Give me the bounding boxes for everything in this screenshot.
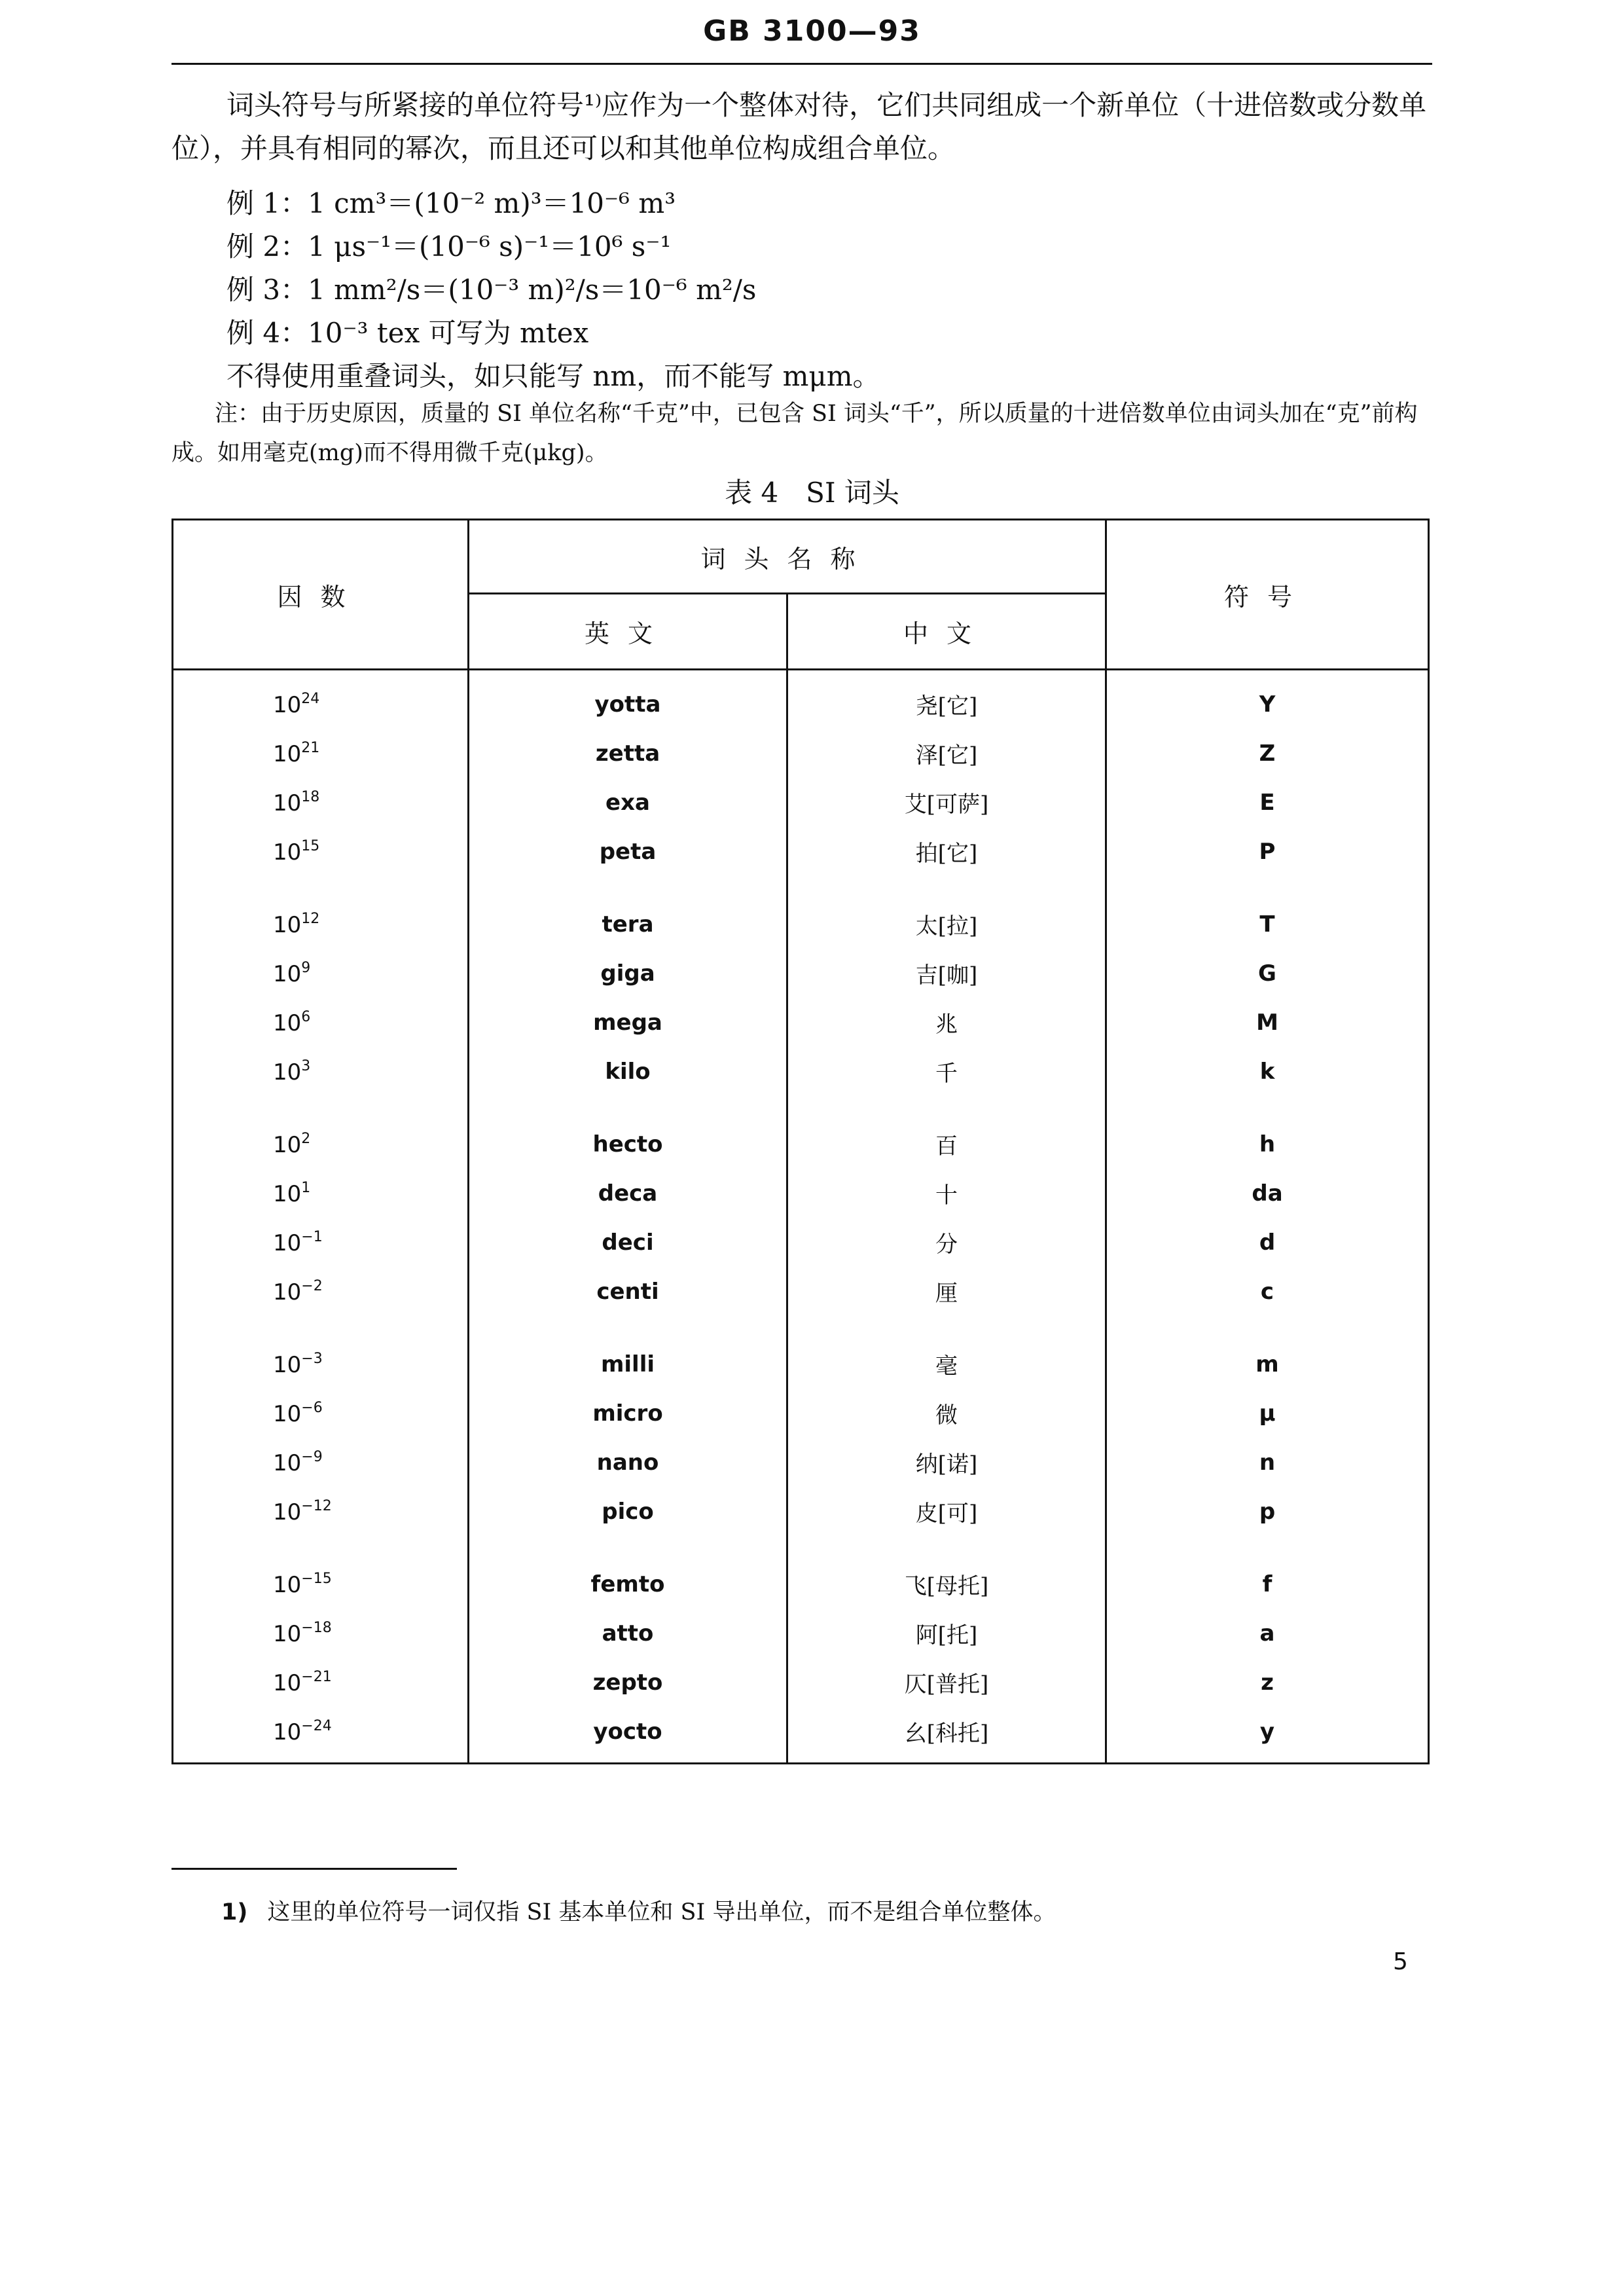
factor-cell: $10^{-6}$ bbox=[173, 1389, 469, 1438]
factor-cell: $10^6$ bbox=[173, 998, 469, 1047]
header-factor: 因数 bbox=[173, 520, 469, 670]
factor-cell: $10^{-24}$ bbox=[173, 1707, 469, 1764]
symbol-cell: da bbox=[1106, 1169, 1429, 1218]
factor-exponent: 15 bbox=[301, 837, 320, 854]
factor-cell: $10^{12}$ bbox=[173, 876, 469, 949]
symbol-cell: h bbox=[1106, 1096, 1429, 1169]
factor-exponent: 18 bbox=[301, 788, 320, 805]
table-row bbox=[173, 1096, 1429, 1169]
factor-exponent: 2 bbox=[301, 1130, 311, 1147]
factor-exponent: −2 bbox=[301, 1277, 323, 1294]
table-row bbox=[173, 949, 1429, 998]
intro-paragraph: 词头符号与所紧接的单位符号¹⁾应作为一个整体对待，它们共同组成一个新单位（十进倍数或分数单位），并具有相同的幂次，而且还可以和其他单位构成组合单位。 bbox=[171, 89, 1427, 164]
symbol-cell: d bbox=[1106, 1218, 1429, 1267]
english-name-cell: nano bbox=[469, 1438, 787, 1487]
header-english: 英文 bbox=[469, 594, 787, 670]
english-name-cell: mega bbox=[469, 998, 787, 1047]
example-4: 例 4：10⁻³ tex 可写为 mtex bbox=[226, 317, 589, 349]
symbol-cell: n bbox=[1106, 1438, 1429, 1487]
factor-cell: $10^{-9}$ bbox=[173, 1438, 469, 1487]
symbol-cell: y bbox=[1106, 1707, 1429, 1764]
factor-cell: $10^1$ bbox=[173, 1169, 469, 1218]
english-name-cell: giga bbox=[469, 949, 787, 998]
chinese-name-cell: 尧[它] bbox=[787, 670, 1106, 729]
english-name-cell: centi bbox=[469, 1267, 787, 1316]
symbol-cell: c bbox=[1106, 1267, 1429, 1316]
prefix-rule: 不得使用重叠词头，如只能写 nm，而不能写 mμm。 bbox=[226, 360, 880, 392]
english-name-cell: exa bbox=[469, 778, 787, 827]
factor-exponent: −24 bbox=[301, 1717, 332, 1734]
si-table-body bbox=[173, 670, 1429, 1764]
factor-cell: $10^{-1}$ bbox=[173, 1218, 469, 1267]
english-name-cell: micro bbox=[469, 1389, 787, 1438]
factor-cell: $10^{21}$ bbox=[173, 729, 469, 778]
factor-exponent: 9 bbox=[301, 959, 311, 976]
factor-exponent: −1 bbox=[301, 1228, 323, 1245]
table-row bbox=[173, 1389, 1429, 1438]
footnote-text: 这里的单位符号一词仅指 SI 基本单位和 SI 导出单位，而不是组合单位整体。 bbox=[267, 1899, 1056, 1925]
english-name-cell: deca bbox=[469, 1169, 787, 1218]
table-caption: 表 4 SI 词头 bbox=[725, 477, 899, 509]
page-number: 5 bbox=[1393, 1948, 1408, 1975]
factor-cell: $10^{-15}$ bbox=[173, 1536, 469, 1609]
table-row bbox=[173, 998, 1429, 1047]
symbol-cell: μ bbox=[1106, 1389, 1429, 1438]
symbol-cell: a bbox=[1106, 1609, 1429, 1658]
factor-exponent: −6 bbox=[301, 1399, 323, 1416]
factor-exponent: 21 bbox=[301, 739, 320, 756]
factor-cell: $10^{24}$ bbox=[173, 670, 469, 729]
factor-cell: $10^{18}$ bbox=[173, 778, 469, 827]
factor-exponent: −9 bbox=[301, 1448, 323, 1465]
header-chinese: 中文 bbox=[787, 594, 1106, 670]
factor-exponent: −3 bbox=[301, 1350, 323, 1367]
factor-cell: $10^{15}$ bbox=[173, 827, 469, 876]
chinese-name-cell: 阿[托] bbox=[787, 1609, 1106, 1658]
chinese-name-cell: 皮[可] bbox=[787, 1487, 1106, 1536]
chinese-name-cell: 十 bbox=[787, 1169, 1106, 1218]
english-name-cell: hecto bbox=[469, 1096, 787, 1169]
chinese-name-cell: 艾[可萨] bbox=[787, 778, 1106, 827]
factor-cell: $10^{-2}$ bbox=[173, 1267, 469, 1316]
table-row bbox=[173, 1169, 1429, 1218]
english-name-cell: atto bbox=[469, 1609, 787, 1658]
factor-exponent: −15 bbox=[301, 1570, 332, 1587]
chinese-name-cell: 分 bbox=[787, 1218, 1106, 1267]
table-row bbox=[173, 1316, 1429, 1389]
chinese-name-cell: 兆 bbox=[787, 998, 1106, 1047]
chinese-name-cell: 飞[母托] bbox=[787, 1536, 1106, 1609]
factor-cell: $10^9$ bbox=[173, 949, 469, 998]
header-divider bbox=[171, 63, 1432, 65]
chinese-name-cell: 微 bbox=[787, 1389, 1106, 1438]
english-name-cell: yotta bbox=[469, 670, 787, 729]
table-row bbox=[173, 1658, 1429, 1707]
header-symbol: 符号 bbox=[1106, 520, 1429, 670]
si-prefix-table bbox=[171, 519, 1430, 1764]
footnote-divider bbox=[171, 1868, 457, 1870]
table-row bbox=[173, 1047, 1429, 1096]
chinese-name-cell: 毫 bbox=[787, 1316, 1106, 1389]
factor-cell: $10^{-3}$ bbox=[173, 1316, 469, 1389]
english-name-cell: tera bbox=[469, 876, 787, 949]
symbol-cell: M bbox=[1106, 998, 1429, 1047]
factor-exponent: 1 bbox=[301, 1179, 311, 1196]
table-row bbox=[173, 1536, 1429, 1609]
symbol-cell: p bbox=[1106, 1487, 1429, 1536]
chinese-name-cell: 仄[普托] bbox=[787, 1658, 1106, 1707]
factor-exponent: −18 bbox=[301, 1619, 332, 1636]
factor-exponent: 24 bbox=[301, 690, 320, 707]
symbol-cell: P bbox=[1106, 827, 1429, 876]
english-name-cell: pico bbox=[469, 1487, 787, 1536]
symbol-cell: E bbox=[1106, 778, 1429, 827]
factor-cell: $10^{-18}$ bbox=[173, 1609, 469, 1658]
symbol-cell: k bbox=[1106, 1047, 1429, 1096]
factor-exponent: −12 bbox=[301, 1497, 332, 1514]
table-row bbox=[173, 1707, 1429, 1764]
symbol-cell: G bbox=[1106, 949, 1429, 998]
chinese-name-cell: 泽[它] bbox=[787, 729, 1106, 778]
table-row bbox=[173, 778, 1429, 827]
english-name-cell: femto bbox=[469, 1536, 787, 1609]
table-row bbox=[173, 1487, 1429, 1536]
note-paragraph: 注：由于历史原因，质量的 SI 单位名称“千克”中，已包含 SI 词头“千”，所以质量的十进倍数单位由词头加在“克”前构成。如用毫克(mg)而不得用微千克(μkg)。 bbox=[171, 401, 1418, 466]
symbol-cell: f bbox=[1106, 1536, 1429, 1609]
english-name-cell: deci bbox=[469, 1218, 787, 1267]
english-name-cell: milli bbox=[469, 1316, 787, 1389]
english-name-cell: yocto bbox=[469, 1707, 787, 1764]
example-1: 例 1：1 cm³＝(10⁻² m)³＝10⁻⁶ m³ bbox=[226, 187, 676, 219]
header-prefix-name: 词头名称 bbox=[469, 520, 1106, 594]
table-row bbox=[173, 1438, 1429, 1487]
english-name-cell: kilo bbox=[469, 1047, 787, 1096]
symbol-cell: Y bbox=[1106, 670, 1429, 729]
factor-exponent: 6 bbox=[301, 1008, 311, 1025]
chinese-name-cell: 厘 bbox=[787, 1267, 1106, 1316]
table-row bbox=[173, 876, 1429, 949]
table-row bbox=[173, 1218, 1429, 1267]
factor-cell: $10^{-12}$ bbox=[173, 1487, 469, 1536]
english-name-cell: zepto bbox=[469, 1658, 787, 1707]
factor-exponent: 12 bbox=[301, 910, 320, 927]
symbol-cell: z bbox=[1106, 1658, 1429, 1707]
footnote bbox=[221, 1894, 1056, 1927]
factor-cell: $10^{-21}$ bbox=[173, 1658, 469, 1707]
example-3: 例 3：1 mm²/s＝(10⁻³ m)²/s＝10⁻⁶ m²/s bbox=[226, 274, 757, 306]
chinese-name-cell: 吉[咖] bbox=[787, 949, 1106, 998]
table-row bbox=[173, 729, 1429, 778]
table-row bbox=[173, 1267, 1429, 1316]
document-header-title: GB 3100—93 bbox=[703, 14, 921, 48]
example-2: 例 2：1 μs⁻¹＝(10⁻⁶ s)⁻¹＝10⁶ s⁻¹ bbox=[226, 230, 672, 263]
chinese-name-cell: 幺[科托] bbox=[787, 1707, 1106, 1764]
table-row bbox=[173, 670, 1429, 729]
chinese-name-cell: 太[拉] bbox=[787, 876, 1106, 949]
chinese-name-cell: 拍[它] bbox=[787, 827, 1106, 876]
chinese-name-cell: 百 bbox=[787, 1096, 1106, 1169]
table-row bbox=[173, 1609, 1429, 1658]
symbol-cell: m bbox=[1106, 1316, 1429, 1389]
chinese-name-cell: 纳[诺] bbox=[787, 1438, 1106, 1487]
english-name-cell: peta bbox=[469, 827, 787, 876]
symbol-cell: T bbox=[1106, 876, 1429, 949]
factor-cell: $10^2$ bbox=[173, 1096, 469, 1169]
table-row bbox=[173, 827, 1429, 876]
chinese-name-cell: 千 bbox=[787, 1047, 1106, 1096]
factor-cell: $10^3$ bbox=[173, 1047, 469, 1096]
english-name-cell: zetta bbox=[469, 729, 787, 778]
symbol-cell: Z bbox=[1106, 729, 1429, 778]
footnote-marker: 1) bbox=[221, 1899, 248, 1925]
factor-exponent: −21 bbox=[301, 1668, 332, 1685]
factor-exponent: 3 bbox=[301, 1057, 311, 1074]
